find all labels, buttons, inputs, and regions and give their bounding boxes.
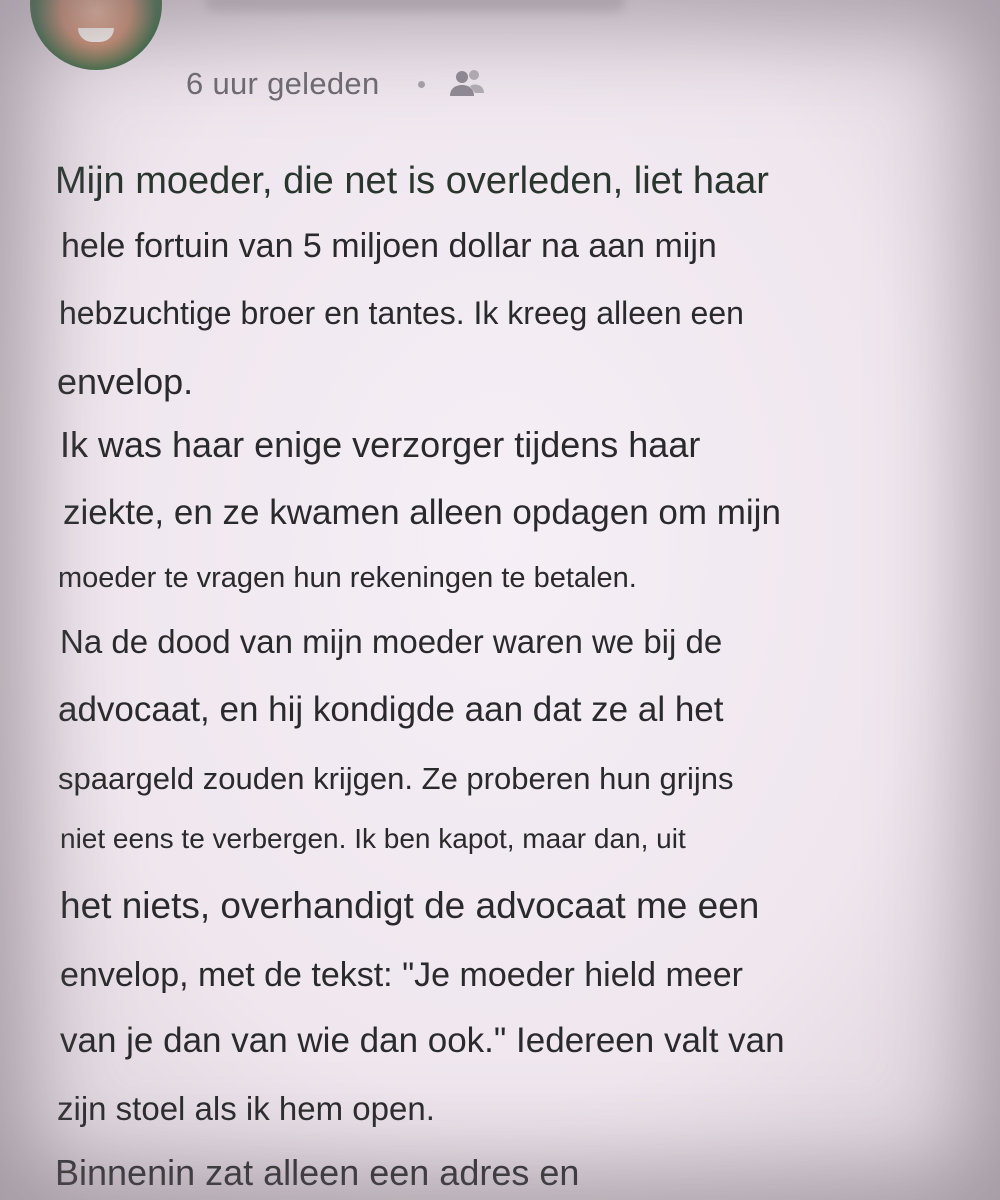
post-line: moeder te vragen hun rekeningen te betalen. xyxy=(58,562,637,594)
post-line: ziekte, en ze kwamen alleen opdagen om mijn xyxy=(63,493,781,532)
post-line: spaargeld zouden krijgen. Ze proberen hun grijns xyxy=(58,761,734,796)
avatar[interactable] xyxy=(30,0,162,70)
post-line: advocaat, en hij kondigde aan dat ze al het xyxy=(58,690,724,729)
post-line: hele fortuin van 5 miljoen dollar na aan mijn xyxy=(61,227,717,265)
post-line: niet eens te verbergen. Ik ben kapot, maar dan, uit xyxy=(60,823,686,854)
blurred-username xyxy=(205,0,625,12)
post-meta xyxy=(186,64,487,104)
friends-icon[interactable] xyxy=(447,66,487,102)
post-line: het niets, overhandigt de advocaat me een xyxy=(60,885,760,926)
post-line: envelop. xyxy=(57,361,194,402)
avatar-face xyxy=(78,28,114,42)
post-line: Binnenin zat alleen een adres en xyxy=(55,1152,580,1193)
post-line: Mijn moeder, die net is overleden, liet haar xyxy=(55,160,769,202)
post-line: van je dan van wie dan ook." Iedereen valt van xyxy=(60,1021,785,1060)
post-timestamp[interactable]: 6 uur geleden xyxy=(186,66,380,101)
post-line: Na de dood van mijn moeder waren we bij de xyxy=(60,623,723,660)
separator-dot xyxy=(418,81,425,88)
post-line: hebzuchtige broer en tantes. Ik kreeg alleen een xyxy=(59,295,744,331)
post-line: Ik was haar enige verzorger tijdens haar xyxy=(60,424,701,465)
post-line: envelop, met de tekst: "Je moeder hield meer xyxy=(60,956,743,994)
post-line: zijn stoel als ik hem open. xyxy=(57,1090,435,1127)
